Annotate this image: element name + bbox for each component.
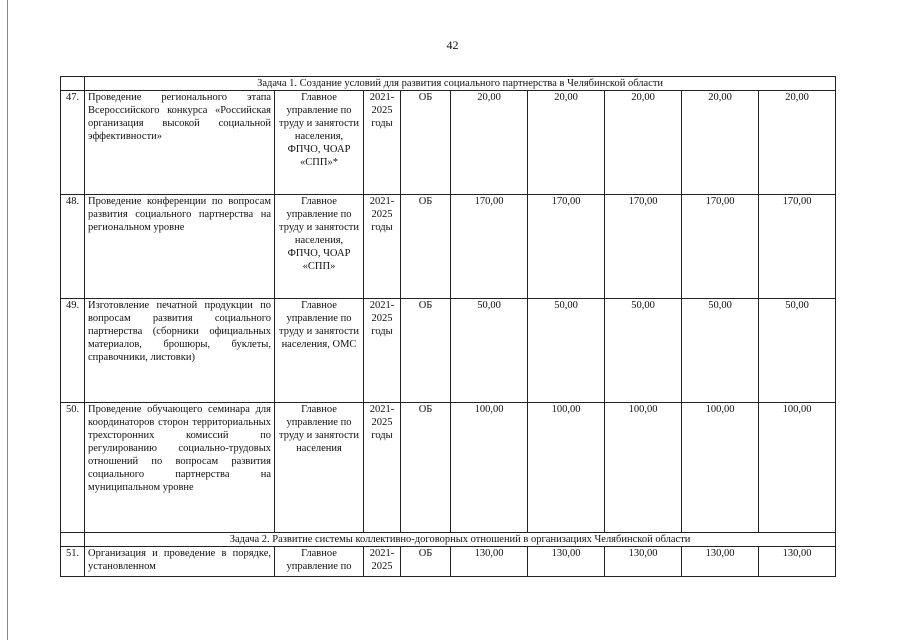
task-2-title: Задача 2. Развитие системы коллективно-договорных отношений в организациях Челябинской области	[85, 533, 836, 547]
row-number: 51.	[61, 547, 85, 577]
table-row	[61, 299, 836, 403]
page-margin-line	[7, 0, 8, 640]
funding-amount: 100,00	[682, 403, 759, 533]
row-number: 48.	[61, 195, 85, 299]
funding-source: ОБ	[401, 547, 451, 577]
funding-amount: 170,00	[682, 195, 759, 299]
funding-source: ОБ	[401, 195, 451, 299]
funding-amount: 20,00	[451, 91, 528, 195]
responsible-executors: Главное управление по труду и занятости населения, ФПЧО, ЧОАР «СПП»	[275, 195, 364, 299]
funding-amount: 130,00	[682, 547, 759, 577]
implementation-period: 2021-2025 годы	[364, 403, 401, 533]
funding-amount: 130,00	[605, 547, 682, 577]
table-row	[61, 195, 836, 299]
responsible-executors: Главное управление по труду и занятости населения, ОМС	[275, 299, 364, 403]
row-number: 47.	[61, 91, 85, 195]
implementation-period: 2021-2025	[364, 547, 401, 577]
funding-amount: 100,00	[528, 403, 605, 533]
table-row	[61, 547, 836, 577]
funding-source: ОБ	[401, 299, 451, 403]
funding-amount: 170,00	[451, 195, 528, 299]
funding-amount: 50,00	[528, 299, 605, 403]
funding-source: ОБ	[401, 91, 451, 195]
funding-amount: 130,00	[759, 547, 836, 577]
implementation-period: 2021-2025 годы	[364, 91, 401, 195]
funding-amount: 100,00	[759, 403, 836, 533]
funding-amount: 20,00	[682, 91, 759, 195]
funding-amount: 170,00	[605, 195, 682, 299]
funding-amount: 20,00	[605, 91, 682, 195]
funding-amount: 130,00	[528, 547, 605, 577]
row-number: 49.	[61, 299, 85, 403]
funding-amount: 170,00	[528, 195, 605, 299]
measure-name: Проведение регионального этапа Всероссийского конкурса «Российская организация высокой социальной эффективности»	[85, 91, 275, 195]
measure-name: Организация и проведение в порядке, установленном	[85, 547, 275, 577]
responsible-executors: Главное управление по труду и занятости населения	[275, 403, 364, 533]
funding-amount: 100,00	[605, 403, 682, 533]
task-header-row	[61, 533, 836, 547]
funding-amount: 50,00	[682, 299, 759, 403]
funding-amount: 170,00	[759, 195, 836, 299]
funding-amount: 50,00	[451, 299, 528, 403]
implementation-period: 2021-2025 годы	[364, 299, 401, 403]
responsible-executors: Главное управление по труду и занятости населения, ФПЧО, ЧОАР «СПП»*	[275, 91, 364, 195]
funding-amount: 130,00	[451, 547, 528, 577]
funding-source: ОБ	[401, 403, 451, 533]
table-row	[61, 403, 836, 533]
measure-name: Изготовление печатной продукции по вопросам развития социального партнерства (сборники официальных материалов, брошюры, буклеты, справочники, листовки)	[85, 299, 275, 403]
task-1-title: Задача 1. Создание условий для развития социального партнерства в Челябинской области	[85, 77, 836, 91]
measure-name: Проведение конференции по вопросам развития социального партнерства на региональном уровне	[85, 195, 275, 299]
funding-amount: 100,00	[451, 403, 528, 533]
task-header-row	[61, 77, 836, 91]
responsible-executors: Главное управление по	[275, 547, 364, 577]
page-number: 42	[446, 38, 459, 52]
measure-name: Проведение обучающего семинара для координаторов сторон территориальных трехсторонних комиссий по регулированию социально-трудовых отношений по вопросам развития социального партнерства на муниципальном уровне	[85, 403, 275, 533]
table-row	[61, 91, 836, 195]
funding-amount: 50,00	[759, 299, 836, 403]
funding-amount: 20,00	[759, 91, 836, 195]
row-number: 50.	[61, 403, 85, 533]
funding-amount: 50,00	[605, 299, 682, 403]
measures-table	[60, 76, 836, 577]
implementation-period: 2021-2025 годы	[364, 195, 401, 299]
funding-amount: 20,00	[528, 91, 605, 195]
